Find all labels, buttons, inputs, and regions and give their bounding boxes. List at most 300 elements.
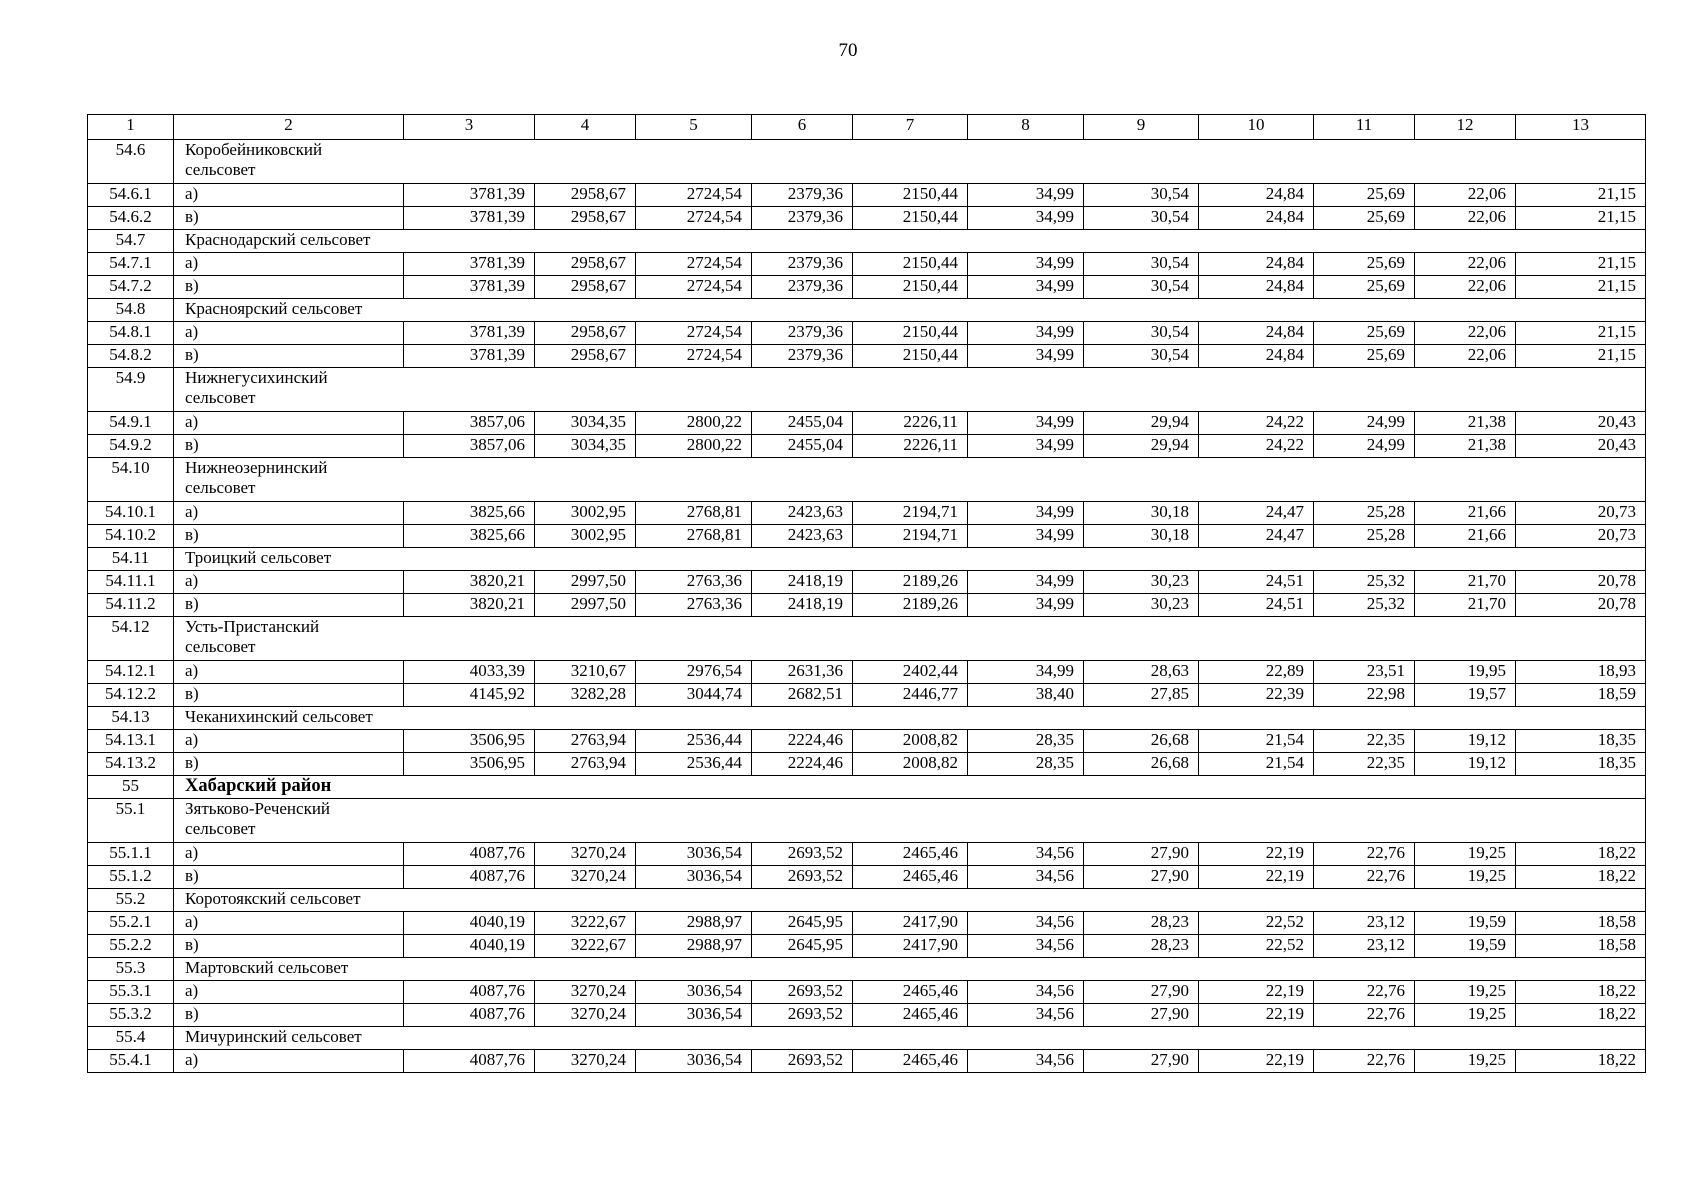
value-cell: 3282,28 (535, 684, 636, 707)
value-cell: 2379,36 (752, 276, 853, 299)
value-cell: 2763,36 (636, 594, 752, 617)
value-cell: 28,35 (968, 753, 1084, 776)
row-number: 54.11 (88, 548, 174, 571)
value-cell: 3270,24 (535, 981, 636, 1004)
value-cell: 22,39 (1199, 684, 1314, 707)
table-row (88, 594, 1646, 617)
value-cell: 2465,46 (853, 1050, 968, 1073)
value-cell: 19,25 (1415, 866, 1516, 889)
value-cell: 2423,63 (752, 525, 853, 548)
row-number: 54.12.2 (88, 684, 174, 707)
value-cell: 2224,46 (752, 730, 853, 753)
row-label: в) (174, 1004, 404, 1027)
row-number: 55.4.1 (88, 1050, 174, 1073)
value-cell: 34,99 (968, 661, 1084, 684)
row-number: 55.2.1 (88, 912, 174, 935)
row-label: в) (174, 935, 404, 958)
value-cell: 2693,52 (752, 1004, 853, 1027)
section-row (88, 548, 1646, 571)
value-cell: 2724,54 (636, 345, 752, 368)
value-cell: 18,22 (1516, 981, 1646, 1004)
value-cell: 22,76 (1314, 843, 1415, 866)
value-cell: 2645,95 (752, 912, 853, 935)
row-number: 55 (88, 776, 174, 799)
value-cell: 22,06 (1415, 184, 1516, 207)
column-header: 6 (752, 115, 853, 140)
row-label: в) (174, 207, 404, 230)
value-cell: 2455,04 (752, 435, 853, 458)
row-number: 55.2.2 (88, 935, 174, 958)
table-row (88, 276, 1646, 299)
value-cell: 30,23 (1084, 594, 1199, 617)
value-cell: 2465,46 (853, 1004, 968, 1027)
value-cell: 22,19 (1199, 866, 1314, 889)
value-cell: 25,32 (1314, 571, 1415, 594)
section-row (88, 230, 1646, 253)
value-cell: 18,35 (1516, 753, 1646, 776)
table-row (88, 322, 1646, 345)
section-filler (404, 799, 1646, 843)
value-cell: 2465,46 (853, 866, 968, 889)
value-cell: 34,99 (968, 253, 1084, 276)
table-row (88, 981, 1646, 1004)
row-number: 55.1 (88, 799, 174, 843)
value-cell: 22,06 (1415, 253, 1516, 276)
value-cell: 2150,44 (853, 276, 968, 299)
value-cell: 18,93 (1516, 661, 1646, 684)
value-cell: 19,12 (1415, 753, 1516, 776)
value-cell: 2446,77 (853, 684, 968, 707)
value-cell: 34,99 (968, 184, 1084, 207)
column-header: 11 (1314, 115, 1415, 140)
value-cell: 20,78 (1516, 571, 1646, 594)
column-header: 1 (88, 115, 174, 140)
value-cell: 25,69 (1314, 276, 1415, 299)
value-cell: 19,25 (1415, 843, 1516, 866)
value-cell: 2536,44 (636, 730, 752, 753)
row-number: 54.12.1 (88, 661, 174, 684)
row-number: 55.3 (88, 958, 174, 981)
value-cell: 24,84 (1199, 276, 1314, 299)
section-row (88, 799, 1646, 843)
value-cell: 4087,76 (404, 843, 535, 866)
value-cell: 25,69 (1314, 253, 1415, 276)
value-cell: 22,19 (1199, 843, 1314, 866)
row-number: 54.10.1 (88, 502, 174, 525)
value-cell: 22,19 (1199, 1004, 1314, 1027)
row-number: 54.8.1 (88, 322, 174, 345)
value-cell: 28,23 (1084, 935, 1199, 958)
value-cell: 2379,36 (752, 253, 853, 276)
table-row (88, 912, 1646, 935)
value-cell: 24,99 (1314, 412, 1415, 435)
value-cell: 22,76 (1314, 981, 1415, 1004)
value-cell: 22,35 (1314, 753, 1415, 776)
table-body (88, 115, 1646, 1073)
value-cell: 3002,95 (535, 525, 636, 548)
value-cell: 24,84 (1199, 184, 1314, 207)
value-cell: 22,06 (1415, 345, 1516, 368)
value-cell: 20,78 (1516, 594, 1646, 617)
value-cell: 2800,22 (636, 435, 752, 458)
value-cell: 2194,71 (853, 525, 968, 548)
value-cell: 21,15 (1516, 253, 1646, 276)
value-cell: 3820,21 (404, 594, 535, 617)
row-number: 54.9.1 (88, 412, 174, 435)
section-name: Нижнеозернинский сельсовет (174, 458, 404, 502)
row-number: 55.2 (88, 889, 174, 912)
row-number: 54.13 (88, 707, 174, 730)
table-row (88, 935, 1646, 958)
value-cell: 30,54 (1084, 253, 1199, 276)
value-cell: 21,38 (1415, 435, 1516, 458)
value-cell: 25,69 (1314, 207, 1415, 230)
value-cell: 3781,39 (404, 276, 535, 299)
value-cell: 22,06 (1415, 207, 1516, 230)
value-cell: 3222,67 (535, 912, 636, 935)
row-label: а) (174, 912, 404, 935)
section-name: Троицкий сельсовет (174, 548, 404, 571)
row-label: в) (174, 276, 404, 299)
value-cell: 18,22 (1516, 843, 1646, 866)
value-cell: 3036,54 (636, 1004, 752, 1027)
value-cell: 22,76 (1314, 1004, 1415, 1027)
row-number: 55.3.1 (88, 981, 174, 1004)
row-label: в) (174, 753, 404, 776)
value-cell: 21,54 (1199, 730, 1314, 753)
value-cell: 4087,76 (404, 866, 535, 889)
table-row (88, 753, 1646, 776)
value-cell: 4033,39 (404, 661, 535, 684)
value-cell: 2988,97 (636, 912, 752, 935)
value-cell: 2768,81 (636, 502, 752, 525)
row-number: 55.3.2 (88, 1004, 174, 1027)
value-cell: 3506,95 (404, 753, 535, 776)
value-cell: 24,84 (1199, 345, 1314, 368)
value-cell: 3820,21 (404, 571, 535, 594)
column-header: 10 (1199, 115, 1314, 140)
value-cell: 18,22 (1516, 1004, 1646, 1027)
value-cell: 2768,81 (636, 525, 752, 548)
value-cell: 25,69 (1314, 345, 1415, 368)
value-cell: 21,15 (1516, 345, 1646, 368)
value-cell: 34,99 (968, 322, 1084, 345)
table-row (88, 661, 1646, 684)
value-cell: 34,56 (968, 1004, 1084, 1027)
column-header: 3 (404, 115, 535, 140)
value-cell: 2008,82 (853, 753, 968, 776)
section-filler (404, 958, 1646, 981)
value-cell: 24,84 (1199, 207, 1314, 230)
row-number: 54.11.1 (88, 571, 174, 594)
table-row (88, 412, 1646, 435)
column-header: 5 (636, 115, 752, 140)
row-label: а) (174, 571, 404, 594)
value-cell: 21,66 (1415, 502, 1516, 525)
value-cell: 27,85 (1084, 684, 1199, 707)
value-cell: 30,54 (1084, 207, 1199, 230)
row-label: а) (174, 843, 404, 866)
value-cell: 2008,82 (853, 730, 968, 753)
column-header: 13 (1516, 115, 1646, 140)
row-number: 54.8.2 (88, 345, 174, 368)
column-header: 7 (853, 115, 968, 140)
value-cell: 24,22 (1199, 412, 1314, 435)
district-name: Хабарский район (174, 776, 404, 799)
table-row (88, 866, 1646, 889)
value-cell: 3034,35 (535, 435, 636, 458)
value-cell: 22,19 (1199, 1050, 1314, 1073)
value-cell: 3036,54 (636, 1050, 752, 1073)
section-row (88, 140, 1646, 184)
value-cell: 2150,44 (853, 207, 968, 230)
value-cell: 2763,94 (535, 753, 636, 776)
value-cell: 2455,04 (752, 412, 853, 435)
value-cell: 24,84 (1199, 253, 1314, 276)
value-cell: 30,18 (1084, 525, 1199, 548)
row-number: 55.1.2 (88, 866, 174, 889)
section-filler (404, 368, 1646, 412)
row-label: а) (174, 253, 404, 276)
value-cell: 2763,36 (636, 571, 752, 594)
value-cell: 3270,24 (535, 866, 636, 889)
section-filler (404, 230, 1646, 253)
value-cell: 26,68 (1084, 730, 1199, 753)
value-cell: 2693,52 (752, 866, 853, 889)
column-header: 9 (1084, 115, 1199, 140)
value-cell: 2418,19 (752, 571, 853, 594)
value-cell: 2724,54 (636, 276, 752, 299)
value-cell: 4040,19 (404, 935, 535, 958)
table-row (88, 684, 1646, 707)
row-label: в) (174, 684, 404, 707)
value-cell: 2423,63 (752, 502, 853, 525)
page-number: 70 (838, 40, 858, 61)
row-number: 54.6 (88, 140, 174, 184)
section-row (88, 458, 1646, 502)
value-cell: 3034,35 (535, 412, 636, 435)
column-header: 2 (174, 115, 404, 140)
value-cell: 2536,44 (636, 753, 752, 776)
section-name: Зятьково-Реченский сельсовет (174, 799, 404, 843)
value-cell: 29,94 (1084, 412, 1199, 435)
section-name: Мартовский сельсовет (174, 958, 404, 981)
value-cell: 23,12 (1314, 935, 1415, 958)
value-cell: 22,19 (1199, 981, 1314, 1004)
value-cell: 21,70 (1415, 594, 1516, 617)
value-cell: 18,35 (1516, 730, 1646, 753)
value-cell: 2418,19 (752, 594, 853, 617)
value-cell: 19,25 (1415, 1004, 1516, 1027)
value-cell: 34,99 (968, 276, 1084, 299)
value-cell: 3210,67 (535, 661, 636, 684)
value-cell: 2997,50 (535, 571, 636, 594)
value-cell: 38,40 (968, 684, 1084, 707)
value-cell: 4087,76 (404, 1050, 535, 1073)
row-label: а) (174, 412, 404, 435)
value-cell: 3781,39 (404, 253, 535, 276)
value-cell: 4087,76 (404, 1004, 535, 1027)
row-number: 54.11.2 (88, 594, 174, 617)
value-cell: 3825,66 (404, 525, 535, 548)
section-name: Краснодарский сельсовет (174, 230, 404, 253)
section-row (88, 958, 1646, 981)
value-cell: 30,18 (1084, 502, 1199, 525)
column-header: 4 (535, 115, 636, 140)
section-filler (404, 889, 1646, 912)
row-number: 54.9.2 (88, 435, 174, 458)
value-cell: 21,15 (1516, 322, 1646, 345)
section-row (88, 368, 1646, 412)
value-cell: 18,22 (1516, 1050, 1646, 1073)
value-cell: 26,68 (1084, 753, 1199, 776)
value-cell: 21,15 (1516, 207, 1646, 230)
value-cell: 20,43 (1516, 435, 1646, 458)
value-cell: 2402,44 (853, 661, 968, 684)
value-cell: 2379,36 (752, 345, 853, 368)
column-header: 12 (1415, 115, 1516, 140)
row-number: 55.4 (88, 1027, 174, 1050)
value-cell: 4145,92 (404, 684, 535, 707)
value-cell: 34,56 (968, 1050, 1084, 1073)
table-row (88, 1004, 1646, 1027)
table-row (88, 525, 1646, 548)
section-row (88, 299, 1646, 322)
value-cell: 25,69 (1314, 322, 1415, 345)
value-cell: 2379,36 (752, 322, 853, 345)
value-cell: 25,32 (1314, 594, 1415, 617)
section-name: Коробейниковский сельсовет (174, 140, 404, 184)
value-cell: 2724,54 (636, 184, 752, 207)
section-name: Усть-Пристанский сельсовет (174, 617, 404, 661)
value-cell: 3270,24 (535, 1004, 636, 1027)
section-filler (404, 299, 1646, 322)
value-cell: 3044,74 (636, 684, 752, 707)
value-cell: 22,76 (1314, 866, 1415, 889)
value-cell: 4040,19 (404, 912, 535, 935)
section-filler (404, 617, 1646, 661)
value-cell: 3036,54 (636, 843, 752, 866)
section-filler (404, 548, 1646, 571)
value-cell: 28,35 (968, 730, 1084, 753)
value-cell: 34,99 (968, 502, 1084, 525)
value-cell: 19,57 (1415, 684, 1516, 707)
value-cell: 2189,26 (853, 594, 968, 617)
value-cell: 34,56 (968, 981, 1084, 1004)
value-cell: 2189,26 (853, 571, 968, 594)
value-cell: 2763,94 (535, 730, 636, 753)
value-cell: 2645,95 (752, 935, 853, 958)
value-cell: 19,95 (1415, 661, 1516, 684)
value-cell: 34,99 (968, 525, 1084, 548)
value-cell: 3002,95 (535, 502, 636, 525)
value-cell: 2226,11 (853, 435, 968, 458)
value-cell: 24,22 (1199, 435, 1314, 458)
value-cell: 2150,44 (853, 184, 968, 207)
value-cell: 19,12 (1415, 730, 1516, 753)
value-cell: 19,25 (1415, 1050, 1516, 1073)
value-cell: 2693,52 (752, 1050, 853, 1073)
value-cell: 30,23 (1084, 571, 1199, 594)
value-cell: 2958,67 (535, 276, 636, 299)
value-cell: 2150,44 (853, 345, 968, 368)
value-cell: 3781,39 (404, 184, 535, 207)
section-row (88, 707, 1646, 730)
value-cell: 20,73 (1516, 502, 1646, 525)
value-cell: 22,76 (1314, 1050, 1415, 1073)
value-cell: 2150,44 (853, 322, 968, 345)
value-cell: 30,54 (1084, 322, 1199, 345)
value-cell: 27,90 (1084, 1004, 1199, 1027)
row-number: 54.13.2 (88, 753, 174, 776)
section-filler (404, 140, 1646, 184)
value-cell: 22,35 (1314, 730, 1415, 753)
value-cell: 20,43 (1516, 412, 1646, 435)
value-cell: 23,12 (1314, 912, 1415, 935)
value-cell: 2997,50 (535, 594, 636, 617)
row-label: в) (174, 345, 404, 368)
value-cell: 24,84 (1199, 322, 1314, 345)
value-cell: 18,58 (1516, 912, 1646, 935)
table-row (88, 843, 1646, 866)
value-cell: 2379,36 (752, 207, 853, 230)
section-row (88, 617, 1646, 661)
value-cell: 2958,67 (535, 207, 636, 230)
table-row (88, 184, 1646, 207)
value-cell: 2724,54 (636, 253, 752, 276)
value-cell: 18,22 (1516, 866, 1646, 889)
section-filler (404, 458, 1646, 502)
value-cell: 3270,24 (535, 1050, 636, 1073)
value-cell: 21,15 (1516, 184, 1646, 207)
value-cell: 2693,52 (752, 843, 853, 866)
row-number: 55.1.1 (88, 843, 174, 866)
value-cell: 18,58 (1516, 935, 1646, 958)
section-name: Коротоякский сельсовет (174, 889, 404, 912)
row-number: 54.7.2 (88, 276, 174, 299)
row-label: а) (174, 661, 404, 684)
value-cell: 18,59 (1516, 684, 1646, 707)
row-label: а) (174, 322, 404, 345)
value-cell: 2465,46 (853, 981, 968, 1004)
value-cell: 2958,67 (535, 253, 636, 276)
district-row (88, 776, 1646, 799)
value-cell: 3857,06 (404, 412, 535, 435)
value-cell: 20,73 (1516, 525, 1646, 548)
value-cell: 21,38 (1415, 412, 1516, 435)
value-cell: 22,98 (1314, 684, 1415, 707)
value-cell: 24,47 (1199, 525, 1314, 548)
row-number: 54.8 (88, 299, 174, 322)
value-cell: 2693,52 (752, 981, 853, 1004)
section-name: Чеканихинский сельсовет (174, 707, 404, 730)
value-cell: 2800,22 (636, 412, 752, 435)
value-cell: 27,90 (1084, 866, 1199, 889)
value-cell: 22,52 (1199, 935, 1314, 958)
table-row (88, 345, 1646, 368)
row-number: 54.6.2 (88, 207, 174, 230)
value-cell: 25,69 (1314, 184, 1415, 207)
value-cell: 22,06 (1415, 276, 1516, 299)
value-cell: 34,99 (968, 571, 1084, 594)
value-cell: 22,52 (1199, 912, 1314, 935)
value-cell: 2958,67 (535, 322, 636, 345)
value-cell: 23,51 (1314, 661, 1415, 684)
value-cell: 19,25 (1415, 981, 1516, 1004)
value-cell: 28,23 (1084, 912, 1199, 935)
value-cell: 2976,54 (636, 661, 752, 684)
value-cell: 2150,44 (853, 253, 968, 276)
